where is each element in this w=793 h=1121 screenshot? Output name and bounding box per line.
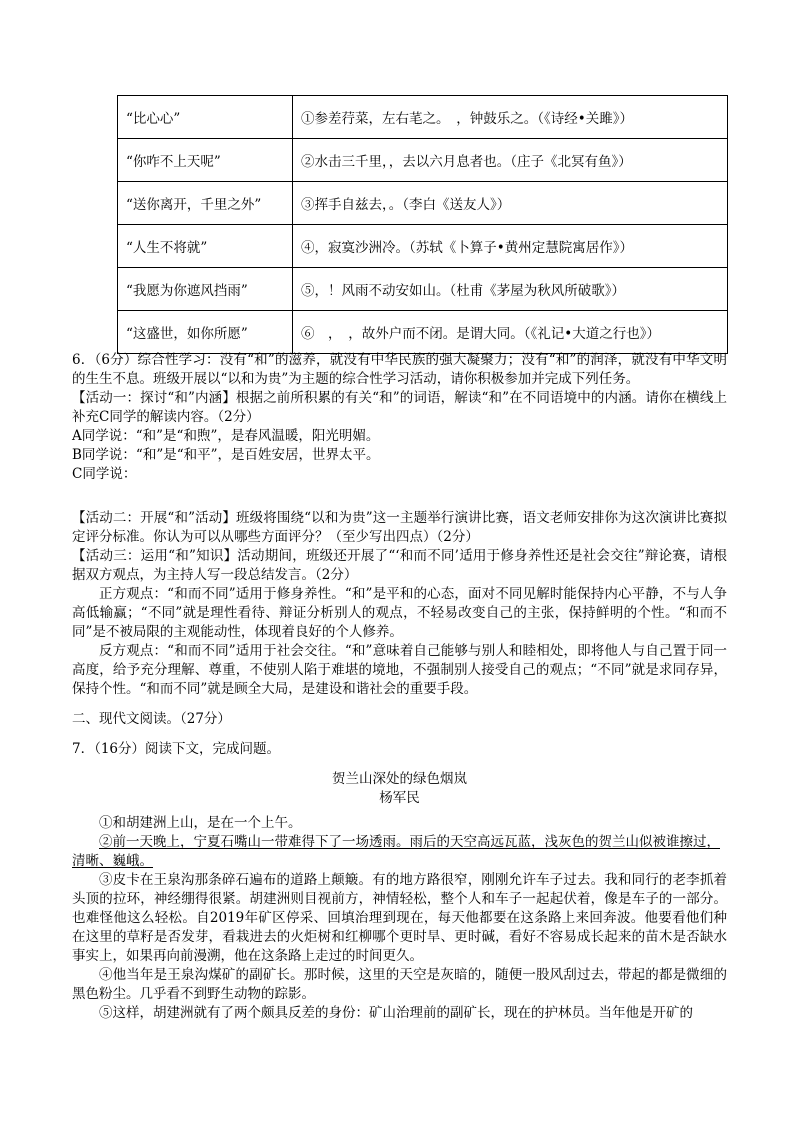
table-row	[118, 182, 728, 225]
student-b-answer: B同学说：“和”是“和平”，是百姓安居，世界太平。	[72, 447, 380, 463]
answer-space	[72, 484, 727, 503]
table-row	[118, 96, 728, 139]
article-title: 贺兰山深处的绿色烟岚	[332, 771, 467, 787]
activity-1: 【活动一：探讨“和”内涵】根据之前所积累的有关“和”的词语，解读“和”在不同语境中的内涵。请你在横线上补充C同学的解读内容。（2分）	[72, 390, 727, 425]
table-cell-phrase: “你咋不上天呢”	[118, 139, 293, 182]
table-row	[118, 139, 728, 182]
student-a-answer: A同学说：“和”是“和煦”，是春风温暖，阳光明媚。	[72, 428, 380, 444]
table-cell-poem: ⑥ ， ，故外户而不闭。是谓大同。（《礼记•大道之行也》）	[293, 311, 728, 354]
section-heading: 二、现代文阅读。（27分）	[72, 711, 231, 727]
table-row	[118, 225, 728, 268]
table-cell-phrase: “送你离开，千里之外”	[118, 182, 293, 225]
table-cell-phrase: “比心心”	[118, 96, 293, 139]
paragraph-3: ③皮卡在王泉沟那条碎石遍布的道路上颠簸。有的地方路很窄，刚刚允许车子过去。我和同行的老李抓着头顶的拉环，神经绷得很紧。胡建洲则目视前方，神情轻松，整个人和车子一起起伏着，像是车子的一部分。也难怪他这么轻松。自2019年矿区停采、回填治理到现在，每天他都要在这条路上来回奔波。他要看他们种在这里的草籽是否发芽，看栽进去的火炬树和红柳哪个更时旱、更时碱，看好不容易成长起来的苗木是否缺水事实上，如果再向前漫溯，他在这条路上走过的时间更久。	[72, 872, 727, 964]
table-cell-poem: ①参差荇菜，左右芼之。 ，钟鼓乐之。（《诗经•关雎》）	[293, 96, 728, 139]
paragraph-2	[72, 833, 727, 871]
table-cell-poem: ⑤，！风雨不动安如山。（杜甫《茅屋为秋风所破歌》）	[293, 268, 728, 311]
table-cell-poem: ③挥手自兹去，。（李白《送友人》）	[293, 182, 728, 225]
activity-2: 【活动二：开展“和”活动】班级将围绕“以和为贵”这一主题举行演讲比赛，语文老师安排你为这次演讲比赛拟定评分标准。你认为可以从哪些方面评分？（至少写出四点）（2分）	[72, 510, 727, 545]
paragraph-5: ⑤这样，胡建洲就有了两个颇具反差的身份：矿山治理前的副矿长，现在的护林员。当年他是开矿的	[99, 1005, 693, 1021]
table-cell-phrase: “我愿为你遮风挡雨”	[118, 268, 293, 311]
paragraph-1: ①和胡建洲上山，是在一个上午。	[99, 815, 302, 831]
table-row	[118, 311, 728, 354]
negative-view: 反方观点：“和而不同”适用于社会交往。“和”意味着自己能够与别人和睦相处，即将他人与自己置于同一高度，给予充分理解、尊重，不使别人陷于难堪的境地，不强制别人接受自己的观点；“不同”就是求同存异，保持个性。“和而不同”就是顾全大局，是建设和谐社会的重要手段。	[72, 643, 727, 697]
student-c-answer: C同学说：	[72, 466, 137, 482]
article-author: 杨军民	[379, 790, 420, 806]
question-7: 7．（16分）阅读下文，完成问题。	[72, 741, 281, 757]
positive-view: 正方观点：“和而不同”适用于修身养性。“和”是平和的心态，面对不同见解时能保持内心平静，不与人争高低输赢；“不同”就是理性看待、辩证分析别人的观点，不轻易改变自己的主张，保持鲜明的个性。“和而不同”是不被局限的主观能动性，体现着良好的个人修养。	[72, 586, 727, 640]
table-cell-poem: ④，寂寞沙洲冷。（苏轼《卜算子•黄州定慧院寓居作》）	[293, 225, 728, 268]
quote-table	[117, 95, 728, 354]
table-row	[118, 268, 728, 311]
activity-3: 【活动三：运用“和”知识】活动期间，班级还开展了“‘和而不同’适用于修身养性还是社会交往”辩论赛，请根据双方观点，为主持人写一段总结发言。（2分）	[72, 548, 727, 583]
table-cell-phrase: “这盛世，如你所愿”	[118, 311, 293, 354]
table-cell-poem: ②水击三千里，，去以六月息者也。（庄子《北冥有鱼》）	[293, 139, 728, 182]
question-6-intro: 6．（6分）综合性学习：没有“和”的滋养，就没有中华民族的强大凝聚力；没有“和”的润泽，就没有中华文明的生生不息。班级开展以“以和为贵”为主题的综合性学习活动，请你积极参加并完成下列任务。	[72, 352, 727, 387]
underlined-sentence: ②前一天晚上，宁夏石嘴山一带难得下了一场透雨。雨后的天空高远瓦蓝，浅灰色的贺兰山似被谁擦过，清晰、巍峨。	[72, 834, 720, 869]
paragraph-4: ④他当年是王泉沟煤矿的副矿长。那时候，这里的天空是灰暗的，随便一股风刮过去，带起的都是微细的黑色粉尘。几乎看不到野生动物的踪影。	[72, 967, 727, 1002]
table-cell-phrase: “人生不将就”	[118, 225, 293, 268]
main-content	[72, 351, 727, 1023]
